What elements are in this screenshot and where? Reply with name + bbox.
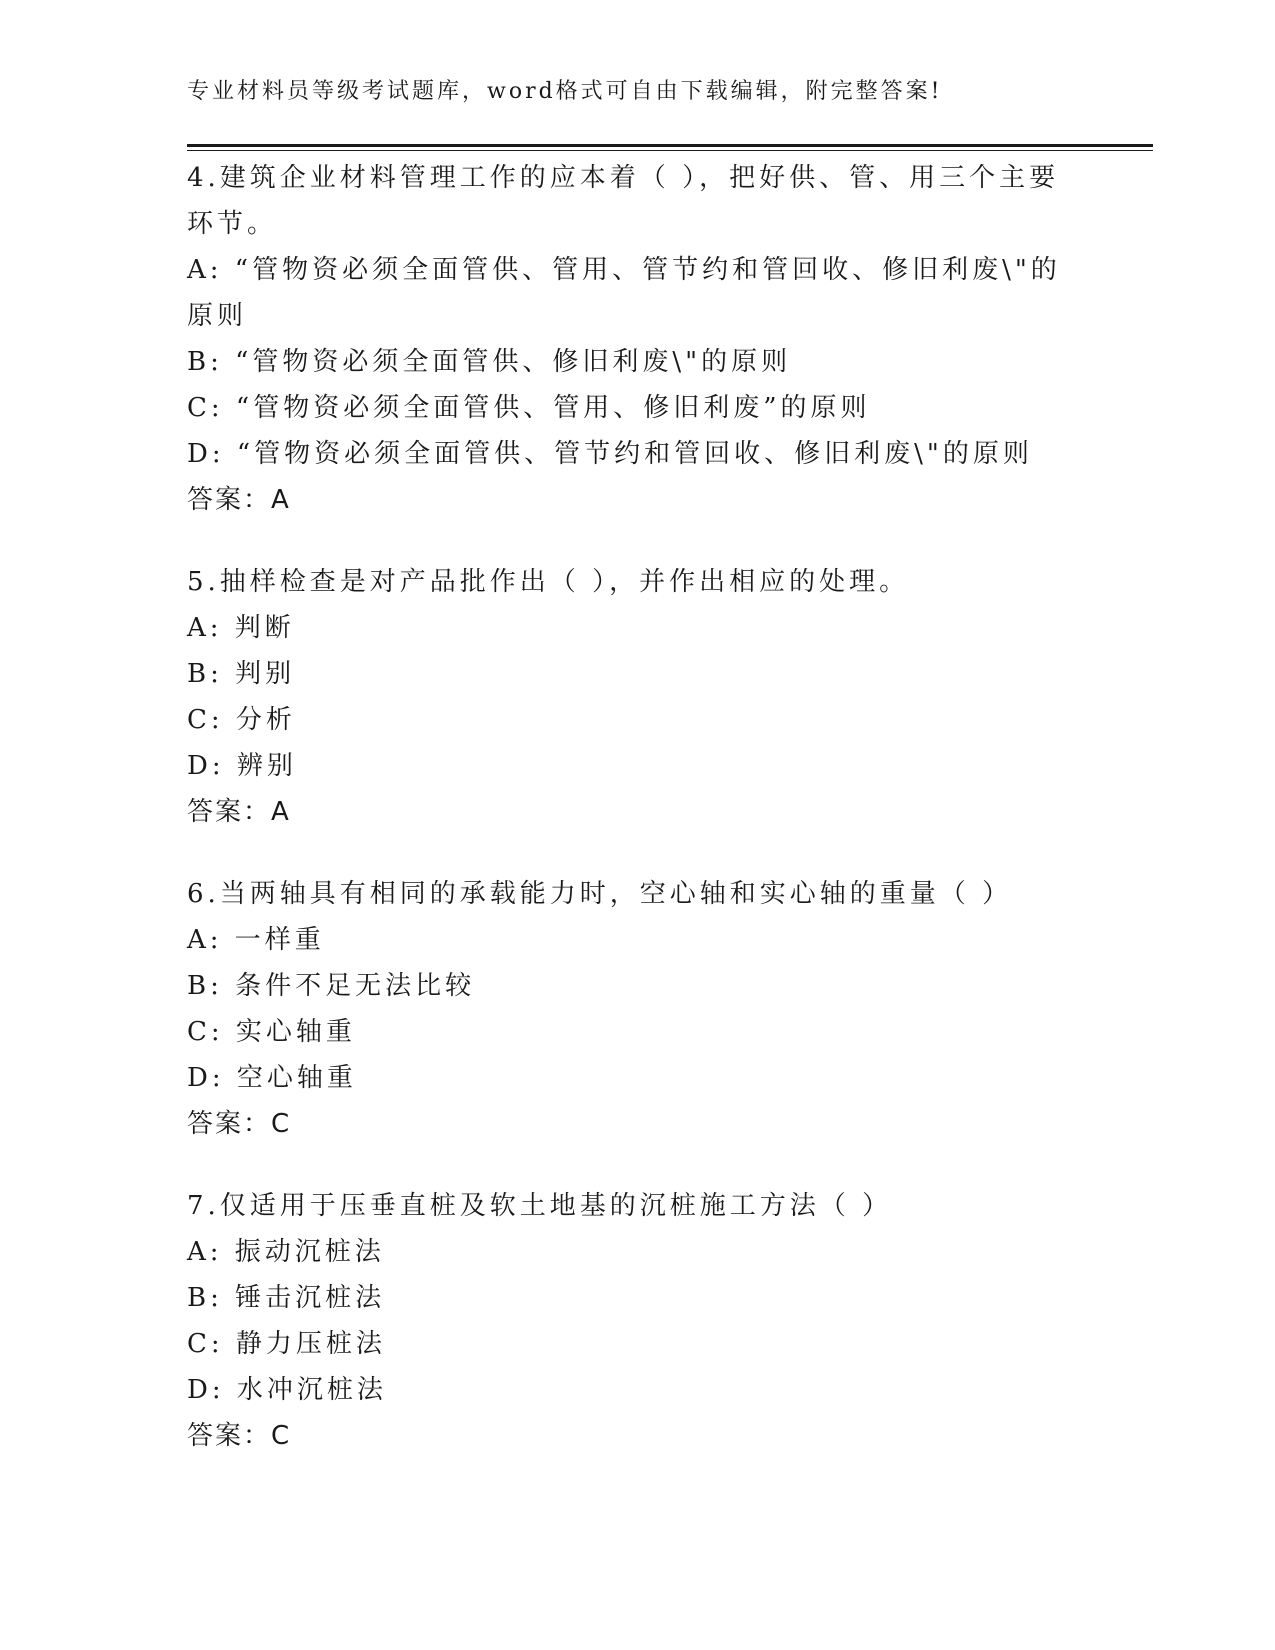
question-list (187, 155, 1087, 1495)
option-d: D: 辨别 (187, 751, 297, 781)
option-d: D: 空心轴重 (187, 1063, 357, 1093)
question-7 (187, 1183, 1087, 1459)
answer-label: 答案：C (187, 1109, 292, 1139)
answer-label: 答案：A (187, 797, 291, 827)
option-c: C: “管物资必须全面管供、管用、修旧利废”的原则 (187, 393, 871, 423)
page-header: 专业材料员等级考试题库，word格式可自由下载编辑，附完整答案! (187, 79, 943, 104)
option-a: A: 判断 (187, 613, 295, 643)
option-c: C: 实心轴重 (187, 1017, 356, 1047)
header-divider-thick (187, 144, 1153, 147)
option-a: A: 一样重 (187, 925, 325, 955)
question-4 (187, 155, 1087, 523)
question-stem: 7.仅适用于压垂直桩及软土地基的沉桩施工方法（ ） (187, 1191, 893, 1221)
option-b: B: 条件不足无法比较 (187, 971, 476, 1001)
option-c: C: 分析 (187, 705, 296, 735)
answer-label: 答案：C (187, 1421, 292, 1451)
question-stem: 6.当两轴具有相同的承载能力时，空心轴和实心轴的重量（ ） (187, 879, 1013, 909)
option-b: B: 判别 (187, 659, 296, 689)
question-stem: 4.建筑企业材料管理工作的应本着（ ），把好供、管、用三个主要环节。 (187, 163, 1060, 239)
option-b: B: 锤击沉桩法 (187, 1283, 386, 1313)
question-5 (187, 559, 1087, 835)
option-a: A: 振动沉桩法 (187, 1237, 385, 1267)
answer-label: 答案：A (187, 485, 291, 515)
option-d: D: “管物资必须全面管供、管节约和管回收、修旧利废\"的原则 (187, 439, 1033, 469)
option-d: D: 水冲沉桩法 (187, 1375, 387, 1405)
header-divider-thin (187, 150, 1153, 151)
question-6 (187, 871, 1087, 1147)
option-b: B: “管物资必须全面管供、修旧利废\"的原则 (187, 347, 792, 377)
option-c: C: 静力压桩法 (187, 1329, 386, 1359)
question-stem: 5.抽样检查是对产品批作出（ ），并作出相应的处理。 (187, 567, 910, 597)
option-a: A: “管物资必须全面管供、管用、管节约和管回收、修旧利废\"的原则 (187, 255, 1061, 331)
